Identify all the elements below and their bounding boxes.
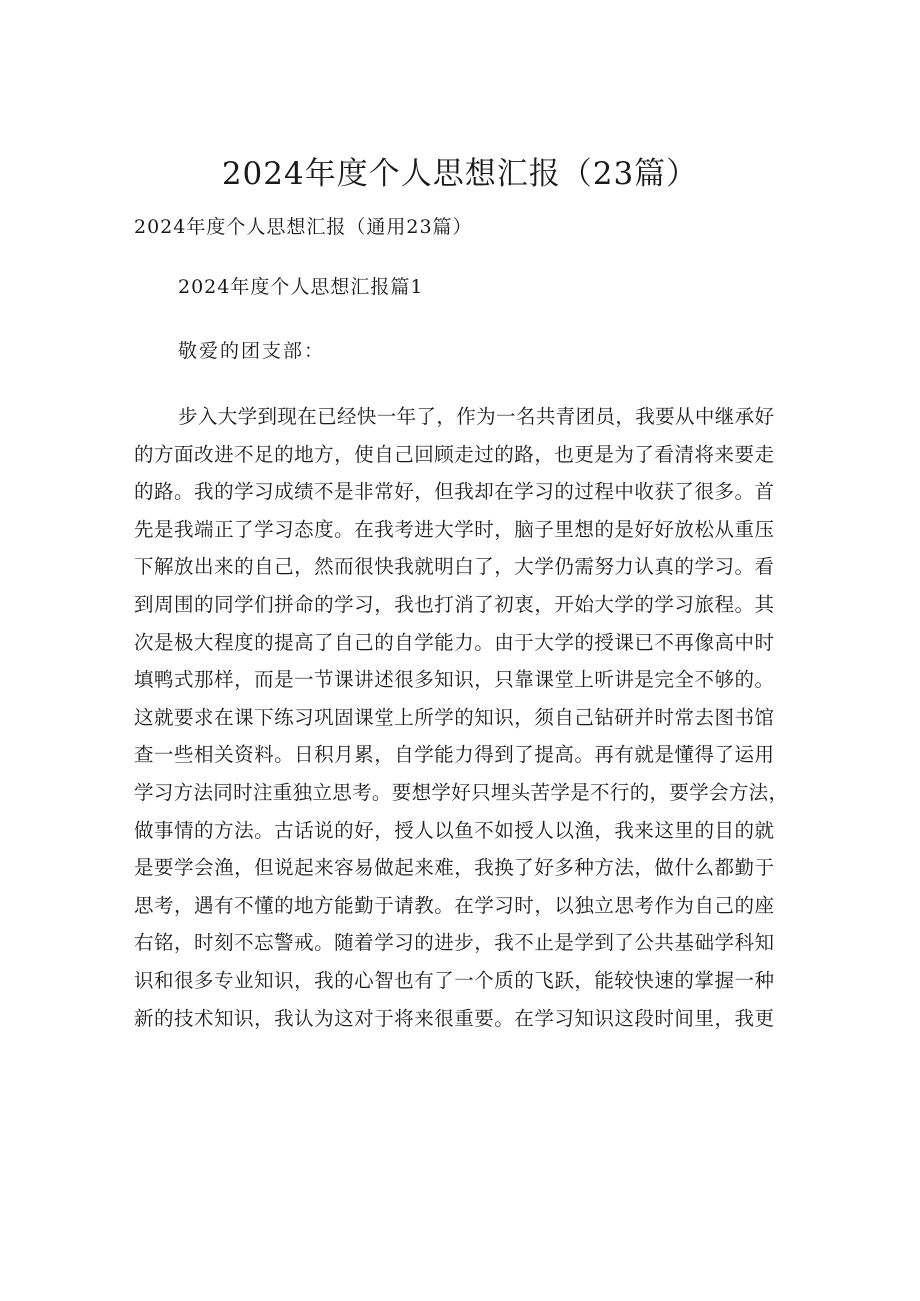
body-line: 到周围的同学们拼命的学习，我也打消了初衷，开始大学的学习旅程。其: [134, 592, 774, 616]
body-line: 下解放出来的自己，然而很快我就明白了，大学仍需努力认真的学习。看: [134, 555, 774, 579]
body-line: 识和很多专业知识，我的心智也有了一个质的飞跃，能较快速的掌握一种: [134, 968, 774, 992]
body-line: 右铭，时刻不忘警戒。随着学习的进步，我不止是学到了公共基础学科知: [134, 931, 774, 955]
body-line: 这就要求在课下练习巩固课堂上所学的知识，须自己钻研并时常去图书馆: [134, 705, 774, 729]
body-line: 次是极大程度的提高了自己的自学能力。由于大学的授课已不再像高中时: [134, 630, 774, 654]
body-line: 填鸭式那样，而是一节课讲述很多知识，只靠课堂上听讲是完全不够的。: [134, 668, 774, 692]
body-line: 新的技术知识，我认为这对于将来很重要。在学习知识这段时间里，我更: [134, 1006, 774, 1030]
body-line: 是要学会渔，但说起来容易做起来难，我换了好多种方法，做什么都勤于: [134, 856, 774, 880]
section-heading: 2024年度个人思想汇报篇1: [178, 276, 424, 298]
body-line: 的路。我的学习成绩不是非常好，但我却在学习的过程中收获了很多。首: [134, 480, 774, 504]
body-line: 查一些相关资料。日积月累，自学能力得到了提高。再有就是懂得了运用: [134, 743, 774, 767]
body-line: 先是我端正了学习态度。在我考进大学时，脑子里想的是好好放松从重压: [134, 517, 774, 541]
body-line: 思考，遇有不懂的地方能勤于请教。在学习时，以独立思考作为自己的座: [134, 893, 774, 917]
body-line: 的方面改进不足的地方，使自己回顾走过的路，也更是为了看清将来要走: [134, 442, 774, 466]
body-line: 步入大学到现在已经快一年了，作为一名共青团员，我要从中继承好: [178, 405, 774, 428]
body-paragraph: [134, 398, 794, 1037]
document-title: 2024年度个人思想汇报（23篇）: [221, 156, 699, 192]
body-line: 做事情的方法。古话说的好，授人以鱼不如授人以渔，我来这里的目的就: [134, 818, 774, 842]
salutation: 敬爱的团支部：: [178, 340, 326, 362]
document-subtitle: 2024年度个人思想汇报（通用23篇）: [134, 216, 473, 238]
body-line: 学习方法同时注重独立思考。要想学好只埋头苦学是不行的，要学会方法，: [134, 780, 788, 804]
